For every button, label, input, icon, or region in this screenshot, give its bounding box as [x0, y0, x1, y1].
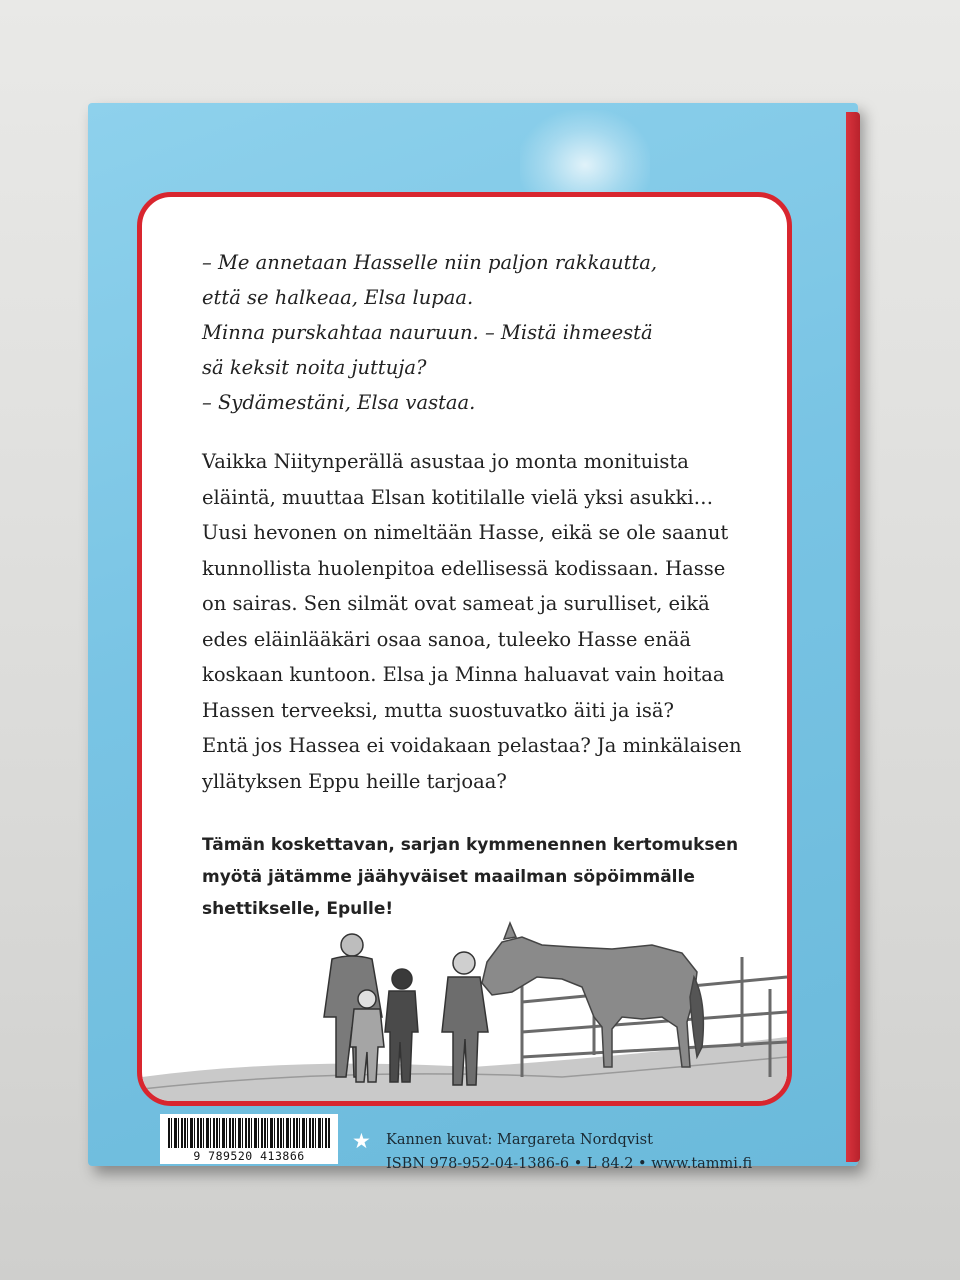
text-panel [137, 192, 792, 1106]
barcode-bars [168, 1118, 330, 1148]
highlight-line: myötä jätämme jäähyväiset maailman söpöimmälle [202, 867, 695, 887]
highlight-block [202, 829, 762, 925]
highlight-line: Tämän koskettavan, sarjan kymmenennen kertomuksen [202, 835, 739, 855]
barcode-digits: 9 789520 413866 [193, 1149, 305, 1163]
quote-block [202, 245, 762, 420]
quote-line: Minna purskahtaa nauruun. – Mistä ihmeestä [202, 321, 653, 344]
quote-line: että se halkeaa, Elsa lupaa. [202, 286, 474, 309]
quote-line: – Sydämestäni, Elsa vastaa. [202, 391, 476, 414]
description-line: on sairas. Sen silmät ovat sameat ja surulliset, eikä [202, 592, 710, 615]
quote-line: sä keksit noita juttuja? [202, 356, 427, 379]
people-and-horse-illustration [142, 917, 787, 1102]
isbn-line: ISBN 978-952-04-1386-6 • L 84.2 • www.tammi.fi [386, 1156, 753, 1172]
barcode [160, 1114, 338, 1164]
star-icon: ★ [352, 1129, 371, 1153]
quote-line: – Me annetaan Hasselle niin paljon rakkautta, [202, 251, 658, 274]
description-line: yllätyksen Eppu heille tarjoaa? [202, 769, 507, 793]
description-line: edes eläinlääkäri osaa sanoa, tuleeko Hasse enää [202, 627, 692, 651]
description-line: Vaikka Niitynperällä asustaa jo monta monituista [202, 450, 689, 473]
cover-art-credit: Kannen kuvat: Margareta Nordqvist [386, 1132, 653, 1148]
description-line: kunnollista huolenpitoa edellisessä kodissaan. Hasse [202, 556, 726, 580]
description-line: Hassen terveeksi, mutta suostuvatko äiti ja isä? [202, 698, 675, 722]
red-spine-edge [846, 112, 860, 1162]
description-line: eläintä, muuttaa Elsan kotitilalle vielä yksi asukki… [202, 485, 714, 509]
description-line: Entä jos Hassea ei voidakaan pelastaa? Ja minkälaisen [202, 734, 742, 757]
description-line: Uusi hevonen on nimeltään Hasse, eikä se ole saanut [202, 521, 729, 544]
highlight-line: shettikselle, Epulle! [202, 899, 394, 919]
credits-block [386, 1128, 752, 1176]
description-line: koskaan kuntoon. Elsa ja Minna haluavat vain hoitaa [202, 663, 725, 686]
text-area [202, 245, 762, 925]
description-block [202, 444, 762, 799]
